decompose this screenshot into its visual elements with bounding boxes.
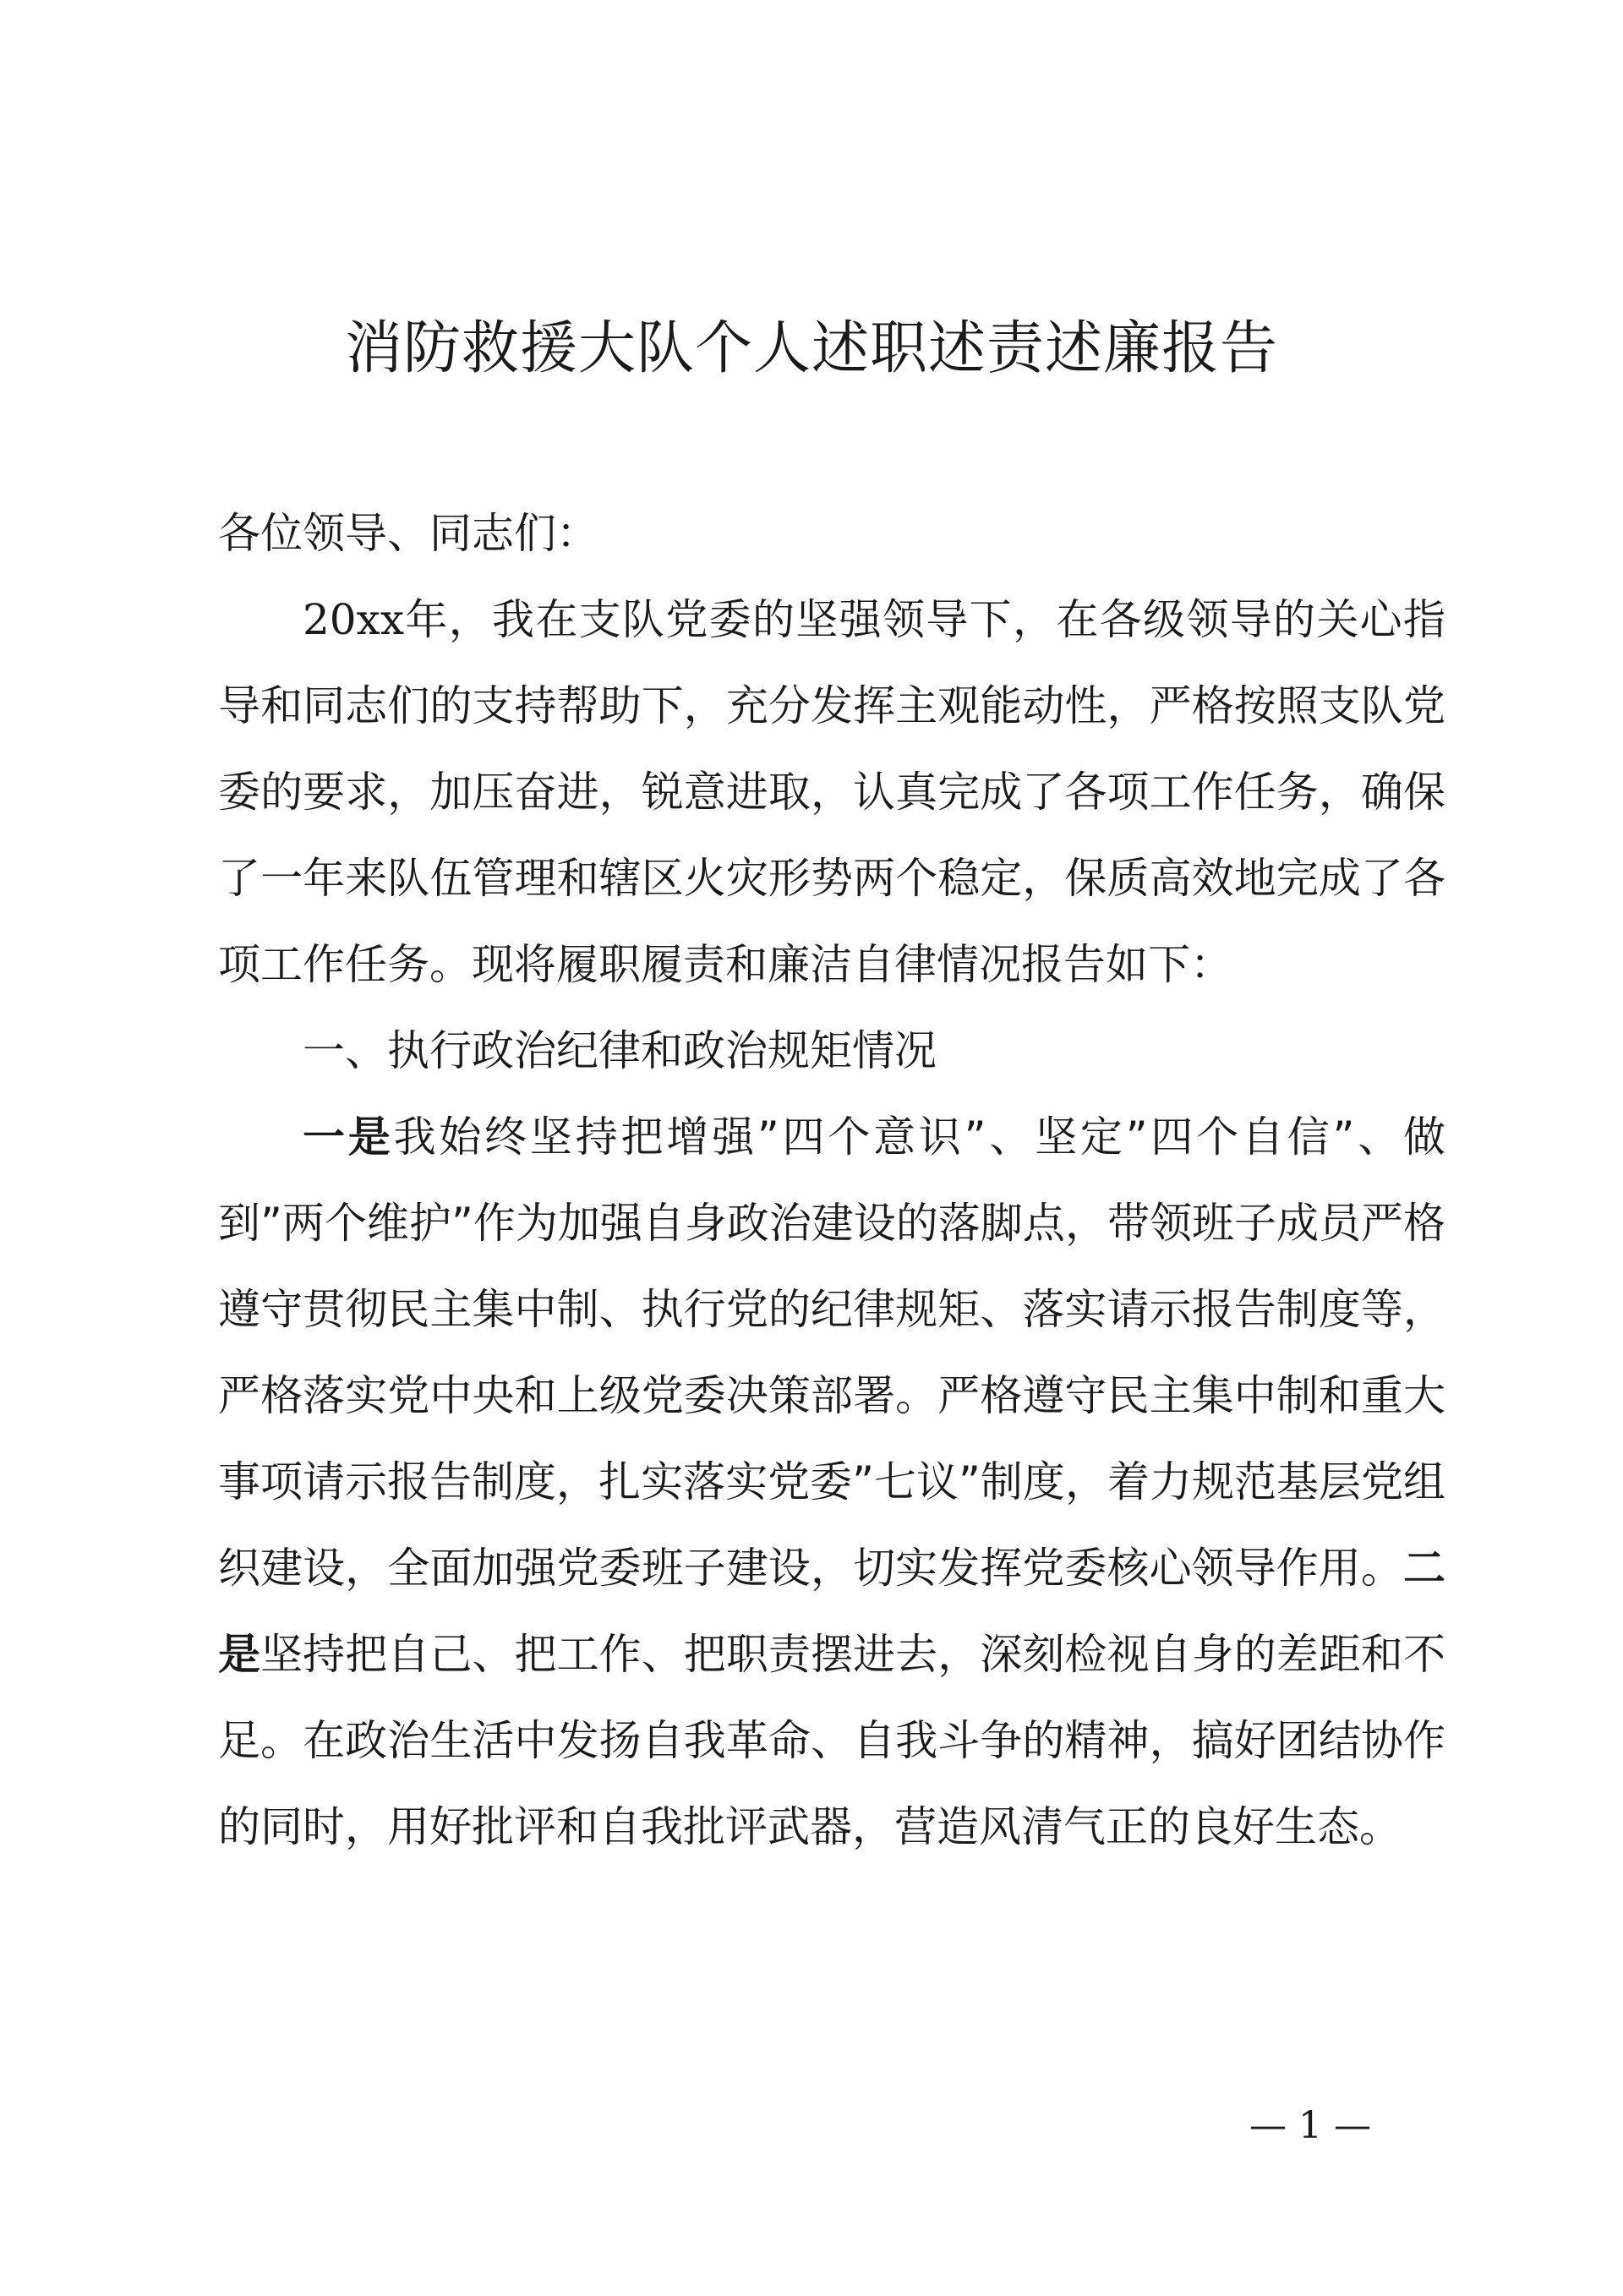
section-paragraph	[218, 1094, 1445, 1870]
document-title: 消防救援大队个人述职述责述廉报告	[344, 315, 1278, 382]
greeting: 各位领导、同志们：	[218, 509, 598, 558]
page-number: — 1 —	[1249, 2104, 1371, 2147]
intro-text: 年，我在支队党委的坚强领导下，在各级领导的关心指导和同志们的支持帮助下，充分发挥主观能动性，严格按照支队党委的要求，加压奋进，锐意进取，认真完成了各项工作任务，确保了一年来队伍管理和辖区火灾形势两个稳定，保质高效地完成了各项工作任务。现将履职履责和廉洁自律情况报告如下：	[218, 595, 1445, 989]
section-heading: 一、执行政治纪律和政治规矩情况	[303, 1026, 937, 1075]
point-two-label: 二是	[218, 1544, 1445, 1679]
document-body	[218, 490, 1445, 1870]
point-one-label: 一是	[303, 1112, 394, 1162]
intro-paragraph	[218, 577, 1445, 1008]
intro-year: 20xx	[303, 595, 405, 644]
point-one-text: 我始终坚持把增强”四个意识”、坚定”四个自信”、做到”两个维护”作为加强自身政治建设的落脚点，带领班子成员严格遵守贯彻民主集中制、执行党的纪律规矩、落实请示报告制度等，严格落实党中央和上级党委决策部署。严格遵守民主集中制和重大事项请示报告制度，扎实落实党委”七议”制度，着力规范基层党组织建设，全面加强党委班子建设，切实发挥党委核心领导作用。	[218, 1112, 1445, 1593]
point-two-text: 坚持把自己、把工作、把职责摆进去，深刻检视自身的差距和不足。在政治生活中发扬自我革命、自我斗争的精神，搞好团结协作的同时，用好批评和自我批评武器，营造风清气正的良好生态。	[218, 1630, 1446, 1851]
